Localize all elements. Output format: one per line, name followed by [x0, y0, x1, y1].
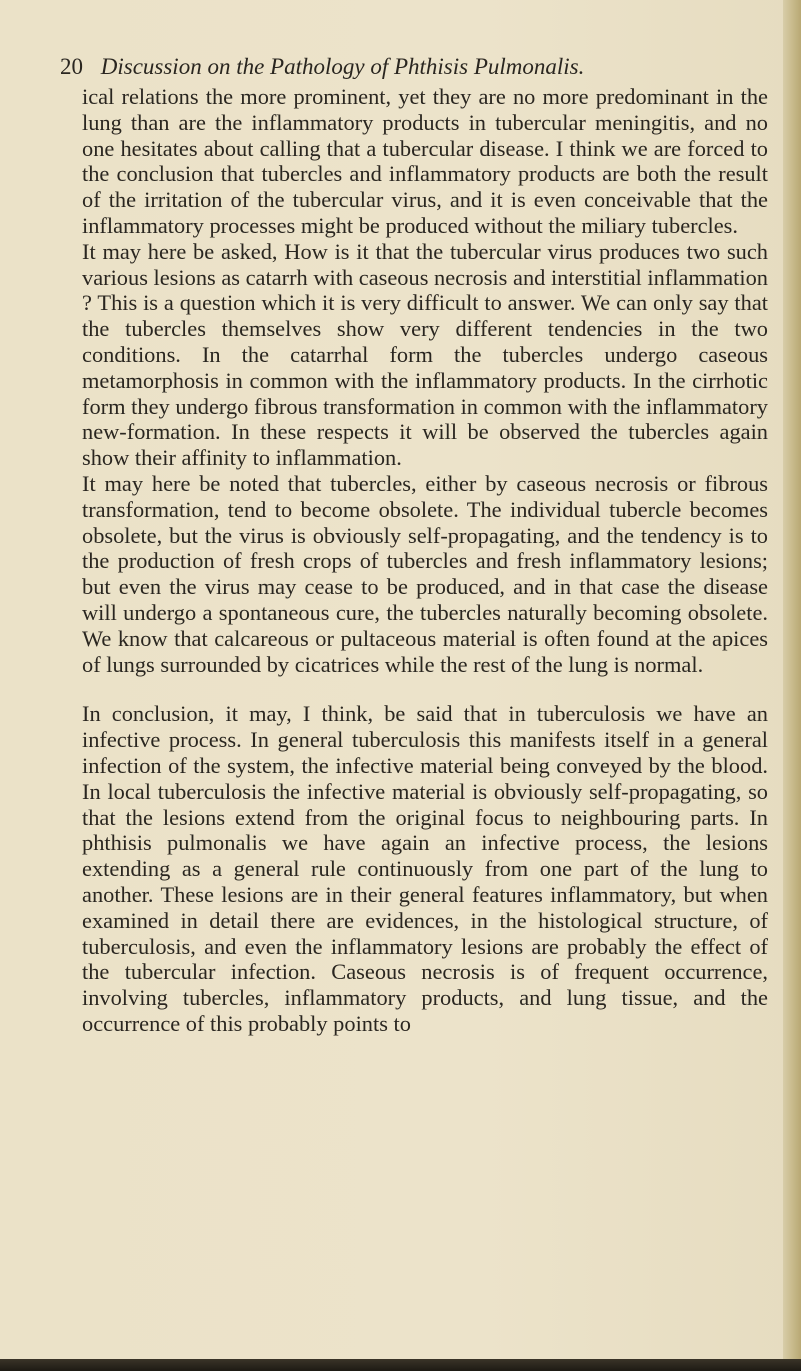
page-number: 20 — [60, 54, 83, 79]
paragraph-2: It may here be asked, How is it that the tubercular virus produces two such various lesions as catarrh with caseous necrosis and interstitial inflammation ? This is a question which it is very difficult to answer. We can only say that the tubercles themselves show very different tendencies in the two conditions. In the catarrhal form the tubercles undergo caseous metamorphosis in common with the inflammatory products. In the cirrhotic form they undergo fibrous transformation in common with the inflammatory new-formation. In these respects it will be observed the tubercles again show their affinity to inflammation. — [82, 238, 768, 471]
paragraph-4: In conclusion, it may, I think, be said that in tuberculosis we have an infective process. In general tuberculosis this manifests itself in a general infection of the system, the infective material being conveyed by the blood. In local tuberculosis the infective material is obviously self-propagating, so that the lesions extend from the original focus to neighbouring parts. In phthisis pulmonalis we have again an infective process, the lesions extending as a general rule continuously from one part of the lung to another. These lesions are in their general features inflammatory, but when examined in detail there are evidences, in the histological structure, of tuberculosis, and even the inflammatory lesions are probably the effect of the tubercular infection. Caseous necrosis is of frequent occurrence, involving tubercles, inflammatory products, and lung tissue, and the occurrence of this probably points to — [82, 701, 768, 1036]
body-text — [82, 84, 768, 1037]
running-title: Discussion on the Pathology of Phthisis Pulmonalis. — [100, 54, 585, 79]
paragraph-gap — [82, 677, 768, 701]
paragraph-3: It may here be noted that tubercles, either by caseous necrosis or fibrous transformation, tend to become obsolete. The individual tubercle becomes obsolete, but the virus is obviously self-propagating, and the tendency is to the production of fresh crops of tubercles and fresh inflammatory lesions; but even the virus may cease to be produced, and in that case the disease will undergo a spontaneous cure, the tubercles naturally becoming obsolete. We know that calcareous or pultaceous material is often found at the apices of lungs surrounded by cicatrices while the rest of the lung is normal. — [82, 470, 768, 677]
page-edge — [783, 0, 801, 1371]
bottom-shadow — [0, 1359, 801, 1371]
paragraph-1: ical relations the more prominent, yet they are no more predominant in the lung than are the inflammatory products in tubercular meningitis, and no one hesitates about calling that a tubercular disease. I think we are forced to the conclusion that tubercles and inflammatory products are both the result of the irritation of the tubercular virus, and it is even conceivable that the inflammatory processes might be produced without the miliary tubercles. — [82, 84, 768, 238]
page-header — [60, 52, 770, 82]
